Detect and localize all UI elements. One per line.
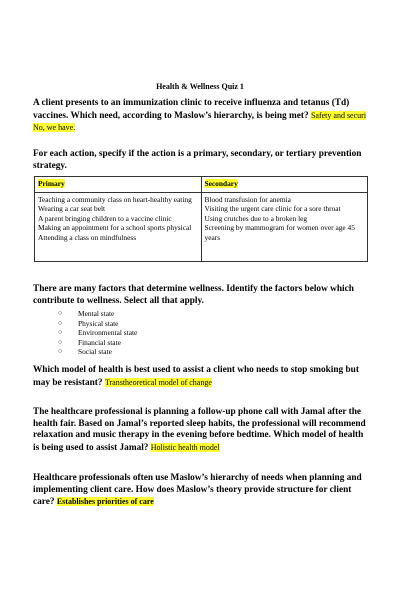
question-6-answer: Establishes priorities of care bbox=[56, 497, 154, 507]
primary-item: A parent bringing children to a vaccine clinic bbox=[38, 213, 172, 223]
question-4-answer: Transtheoretical model of change bbox=[104, 377, 212, 387]
primary-item: Teaching a community class on heart-healthy eating bbox=[38, 195, 192, 204]
question-4 bbox=[33, 365, 368, 389]
prevention-table bbox=[34, 176, 368, 262]
option-item: ○ Mental state bbox=[58, 309, 137, 319]
question-2: For each action, specify if the action is a primary, secondary, or tertiary prevention strategy. bbox=[33, 149, 362, 171]
question-4-text: Which model of health is best used to assist a client who needs to stop smoking but may be resistant? bbox=[33, 365, 359, 388]
question-1-answer: Safety and securi bbox=[310, 110, 367, 120]
option-item: ○ Social state bbox=[58, 347, 137, 357]
option-item: ○ Environmental state bbox=[58, 328, 137, 338]
question-5-text: The healthcare professional is planning a follow-up phone call with Jamal after the health fair. Based on Jamal’s reported sleep habits, the professional will recommend relaxation and music therapy in the evening before bedtime. Which model of health is being used to assist Jamal? bbox=[33, 407, 366, 453]
primary-item: Making an appointment for a school sports physical bbox=[38, 223, 192, 233]
option-item: ○ Financial state bbox=[58, 338, 137, 348]
secondary-item: Screening by mammogram for women over age 45 years bbox=[204, 223, 355, 242]
secondary-item: Using crutches due to a broken leg bbox=[204, 213, 308, 223]
primary-item: Wearing a car seat belt bbox=[38, 204, 106, 214]
question-6-text: Healthcare professionals often use Maslow’s hierarchy of needs when planning and implementing client care. How does Maslow’s theory provide structure for client care? bbox=[33, 473, 362, 508]
primary-item: Attending a class on mindfulness bbox=[38, 232, 137, 242]
question-5 bbox=[33, 407, 368, 454]
question-6 bbox=[33, 473, 368, 509]
question-1 bbox=[33, 98, 368, 135]
question-5-answer: Holistic health model bbox=[150, 442, 220, 452]
wellness-options bbox=[58, 309, 137, 357]
header-primary: Primary bbox=[35, 177, 202, 193]
primary-cell bbox=[35, 193, 202, 262]
secondary-item: Visiting the urgent care clinic for a sore throat bbox=[204, 204, 341, 214]
question-3: There are many factors that determine wellness. Identify the factors below which contribute to wellness. Select all that apply. bbox=[33, 284, 354, 306]
secondary-item: Blood transfusion for anemia bbox=[204, 195, 291, 204]
quiz-title: Health & Wellness Quiz 1 bbox=[156, 82, 244, 91]
header-secondary: Secondary bbox=[201, 177, 368, 193]
option-item: ○ Physical state bbox=[58, 319, 137, 329]
secondary-cell bbox=[201, 193, 368, 262]
question-1-answer-cont: No, we have. bbox=[33, 123, 76, 133]
question-1-text: A client presents to an immunization clinic to receive influenza and tetanus (Td) vaccines. Which need, according to Maslow’s hierarchy, is being met? bbox=[33, 98, 350, 121]
